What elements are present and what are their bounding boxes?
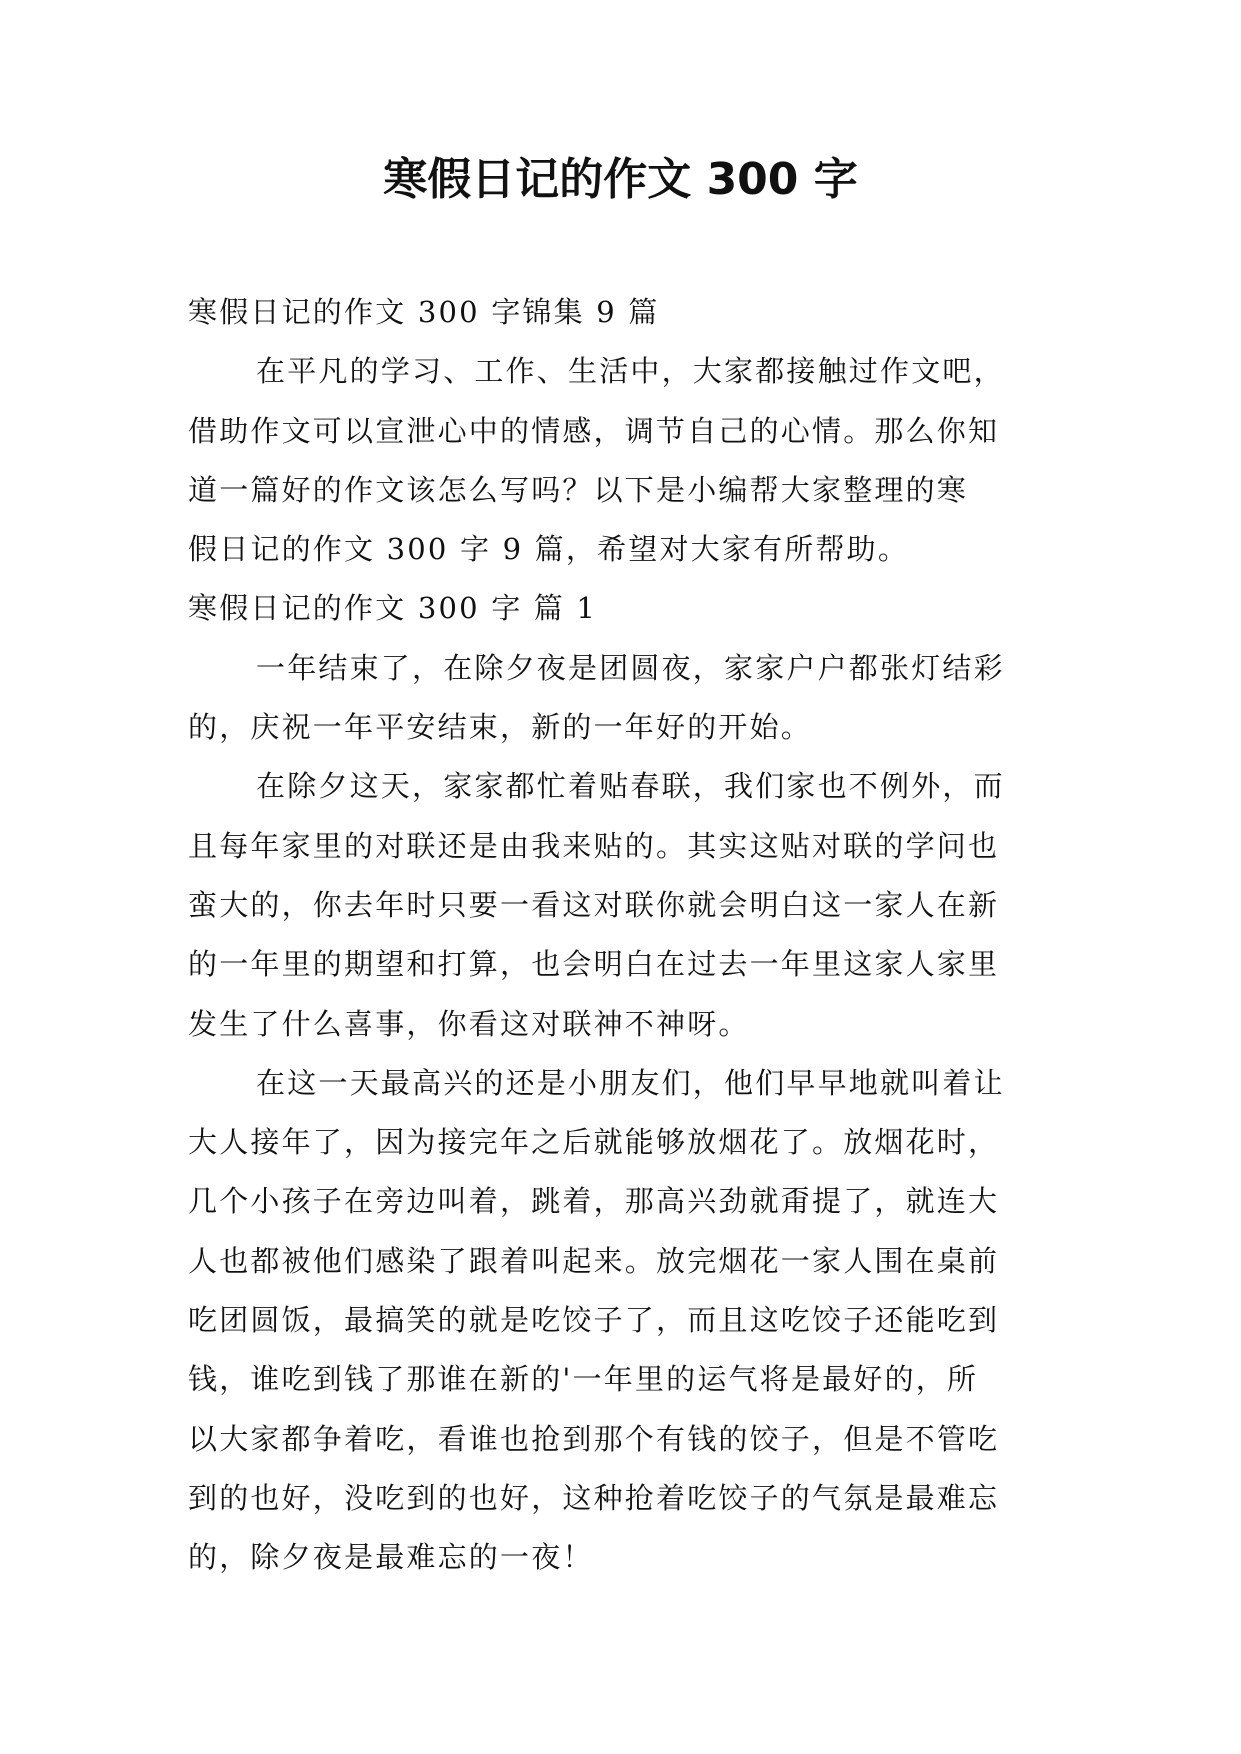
text-line: 的，除夕夜是最难忘的一夜！	[188, 1540, 594, 1575]
text-line: 吃团圆饭，最搞笑的就是吃饺子了，而且这吃饺子还能吃到	[188, 1303, 1000, 1338]
text-line: 的一年里的期望和打算，也会明白在过去一年里这家人家里	[188, 947, 1000, 982]
text-line: 假日记的作文 300 字 9 篇，希望对大家有所帮助。	[188, 532, 910, 567]
text-line: 寒假日记的作文 300 字锦集 9 篇	[188, 295, 660, 329]
text-line: 寒假日记的作文 300 字 篇 1	[188, 591, 598, 626]
text-line: 的，庆祝一年平安结束，新的一年好的开始。	[188, 710, 813, 745]
text-line: 道一篇好的作文该怎么写吗？以下是小编帮大家整理的寒	[188, 472, 969, 507]
text-line: 借助作文可以宣泄心中的情感，调节自己的心情。那么你知	[188, 413, 1000, 448]
text-line: 在这一天最高兴的还是小朋友们，他们早早地就叫着让	[256, 1065, 1005, 1100]
text-line: 在除夕这天，家家都忙着贴春联，我们家也不例外，而	[256, 769, 1005, 804]
text-line: 且每年家里的对联还是由我来贴的。其实这贴对联的学问也	[188, 828, 1000, 863]
document-body	[188, 283, 1068, 1588]
text-line: 发生了什么喜事，你看这对联神不神呀。	[188, 1006, 750, 1041]
page-title: 寒假日记的作文 300 字	[383, 154, 858, 205]
text-line: 蛮大的，你去年时只要一看这对联你就会明白这一家人在新	[188, 887, 1000, 922]
text-line: 大人接年了，因为接完年之后就能够放烟花了。放烟花时，	[188, 1125, 1000, 1160]
text-line: 以大家都争着吃，看谁也抢到那个有钱的饺子，但是不管吃	[188, 1421, 1000, 1456]
text-line: 钱，谁吃到钱了那谁在新的'一年里的运气将是最好的，所	[188, 1362, 979, 1397]
text-line: 几个小孩子在旁边叫着，跳着，那高兴劲就甭提了，就连大	[188, 1184, 1000, 1219]
text-line: 一年结束了，在除夕夜是团圆夜，家家户户都张灯结彩	[256, 650, 1005, 685]
text-line: 人也都被他们感染了跟着叫起来。放完烟花一家人围在桌前	[188, 1243, 1000, 1278]
text-line: 在平凡的学习、工作、生活中，大家都接触过作文吧，	[256, 354, 1005, 389]
text-line: 到的也好，没吃到的也好，这种抢着吃饺子的气氛是最难忘	[188, 1480, 1000, 1515]
